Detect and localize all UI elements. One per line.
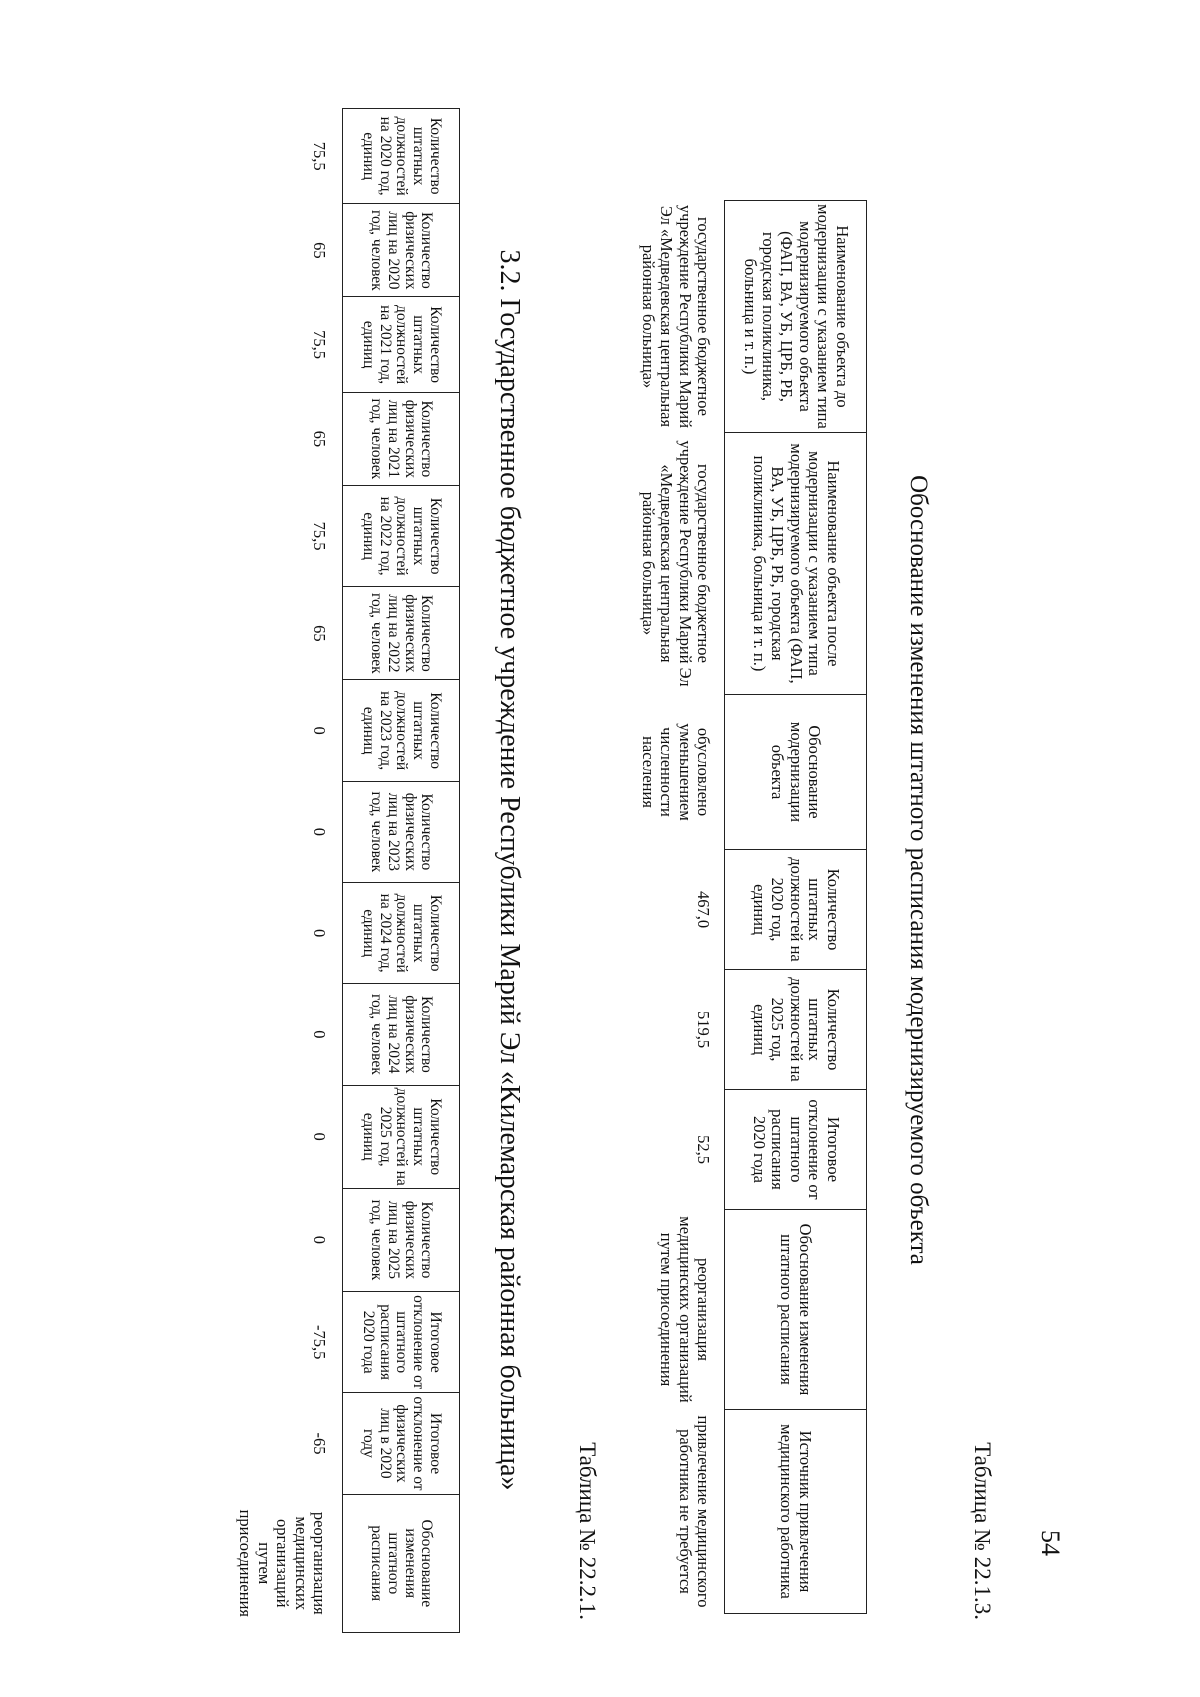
table2-cell: 0: [310, 1030, 329, 1039]
table2-cell: -75,5: [310, 1325, 329, 1360]
table2-header-cell: Количество штатных должностей на 2022 год, единиц: [343, 485, 460, 586]
table1-header-cell: Количество штатных должностей на 2025 год, единиц: [725, 970, 867, 1090]
table2-cell: 0: [310, 1235, 329, 1245]
table1-cell: государственное бюджетное учреждение Республики Марий Эл «Медведевская центральная районная больница»: [638, 204, 713, 429]
table2-header-cell: Количество физических лиц на 2024 год, человек: [343, 984, 460, 1085]
table2-cell: 0: [310, 1132, 329, 1141]
table2-cell: 0: [310, 827, 329, 836]
table1-header-cell: Итоговое отклонение от штатного расписания 2020 года: [725, 1090, 867, 1210]
table2-cell: 0: [310, 929, 329, 938]
table2-header-cell: Итоговое отклонение от физических лиц в 2020 году: [343, 1393, 460, 1494]
table2-header-cell: Итоговое отклонение от штатного расписания 2020 года: [343, 1292, 460, 1393]
table1-header-cell: Обоснование модернизации объекта: [725, 695, 867, 850]
table2-cell: 75,5: [310, 330, 329, 360]
table1-header-cell: Наименование объекта после модернизации с указанием типа модернизируемого объекта (ФАП, ВА, УБ, ЦРБ, РБ, городская поликлиника, больница и т. п.): [725, 433, 867, 695]
table1-cell: государственное бюджетное учреждение Республики Марий Эл «Медведевская центральная районная больница»: [638, 440, 713, 687]
table1-header-cell: Источник привлечения медицинского работника: [725, 1410, 867, 1614]
table1-header-row: [725, 201, 867, 1614]
table2-header-cell: Количество физических лиц на 2022 год, человек: [343, 587, 460, 680]
table2-header-cell: Количество штатных должностей на 2024 год, единиц: [343, 883, 460, 984]
table2-cell: -65: [310, 1432, 329, 1455]
table1-cell: 52,5: [694, 1135, 713, 1164]
table1-header-cell: Обоснование изменения штатного расписания: [725, 1210, 867, 1410]
table1-header-cell: Количество штатных должностей на 2020 год, единиц: [725, 850, 867, 970]
table2-header-cell: Количество физических лиц на 2021 год, человек: [343, 392, 460, 485]
table-row: [634, 201, 724, 1614]
table1-title: Обоснование изменения штатного расписания модернизируемого объекта: [905, 475, 932, 1265]
table2-title: 3.2. Государственное бюджетное учреждение Республики Марий Эл «Килемарская районная больница»: [494, 249, 525, 1491]
table1-number: Таблица № 22.1.3.: [970, 1442, 995, 1620]
table2-header-cell: Количество физических лиц на 2025 год, человек: [343, 1188, 460, 1291]
table1-cell: 519,5: [694, 1010, 713, 1049]
table2-header-cell: Количество штатных должностей на 2025 год, единиц: [343, 1085, 460, 1188]
table-row: [232, 109, 343, 1633]
table2-header-cell: Обоснование изменения штатного расписания: [343, 1494, 460, 1632]
table2-cell: 75,5: [310, 141, 329, 171]
table2-cell: 0: [310, 726, 329, 735]
page-number: 54: [1036, 1530, 1065, 1556]
table1-cell: реорганизация медицинских организаций путем присоединения: [657, 1216, 713, 1403]
table2-header-row: [343, 109, 460, 1633]
table1-cell: обусловлено уменьшением численности населения: [638, 723, 713, 821]
table2-header-cell: Количество штатных должностей на 2021 год, единиц: [343, 297, 460, 392]
table2-header-cell: Количество штатных должностей на 2023 год, единиц: [343, 680, 460, 781]
table1: [634, 200, 867, 1614]
table1-header-cell: Наименование объекта до модернизации с указанием типа модернизируемого объекта (ФАП, ВА, УБ, ЦРБ, РБ, городская поликлиника, больница и т. п.): [725, 201, 867, 433]
table2-cell: 65: [310, 242, 329, 259]
table2-cell: 65: [310, 625, 329, 642]
table1-cell: привлечение медицинского работника не требуется: [675, 1415, 713, 1608]
table1-cell: 467,0: [694, 890, 713, 929]
table2-header-cell: Количество физических лиц на 2023 год, человек: [343, 781, 460, 882]
table2-cell: 65: [310, 430, 329, 448]
table2-number: Таблица № 22.2.1.: [575, 1442, 600, 1620]
table2-cell: 75,5: [310, 521, 329, 551]
table2-header-cell: Количество штатных должностей на 2020 год, единиц: [343, 109, 460, 204]
table2-cell: реорганизация медицинских организаций путем присоединения: [236, 1509, 329, 1617]
table2-header-cell: Количество физических лиц на 2020 год, человек: [343, 204, 460, 297]
table2: [232, 108, 460, 1633]
